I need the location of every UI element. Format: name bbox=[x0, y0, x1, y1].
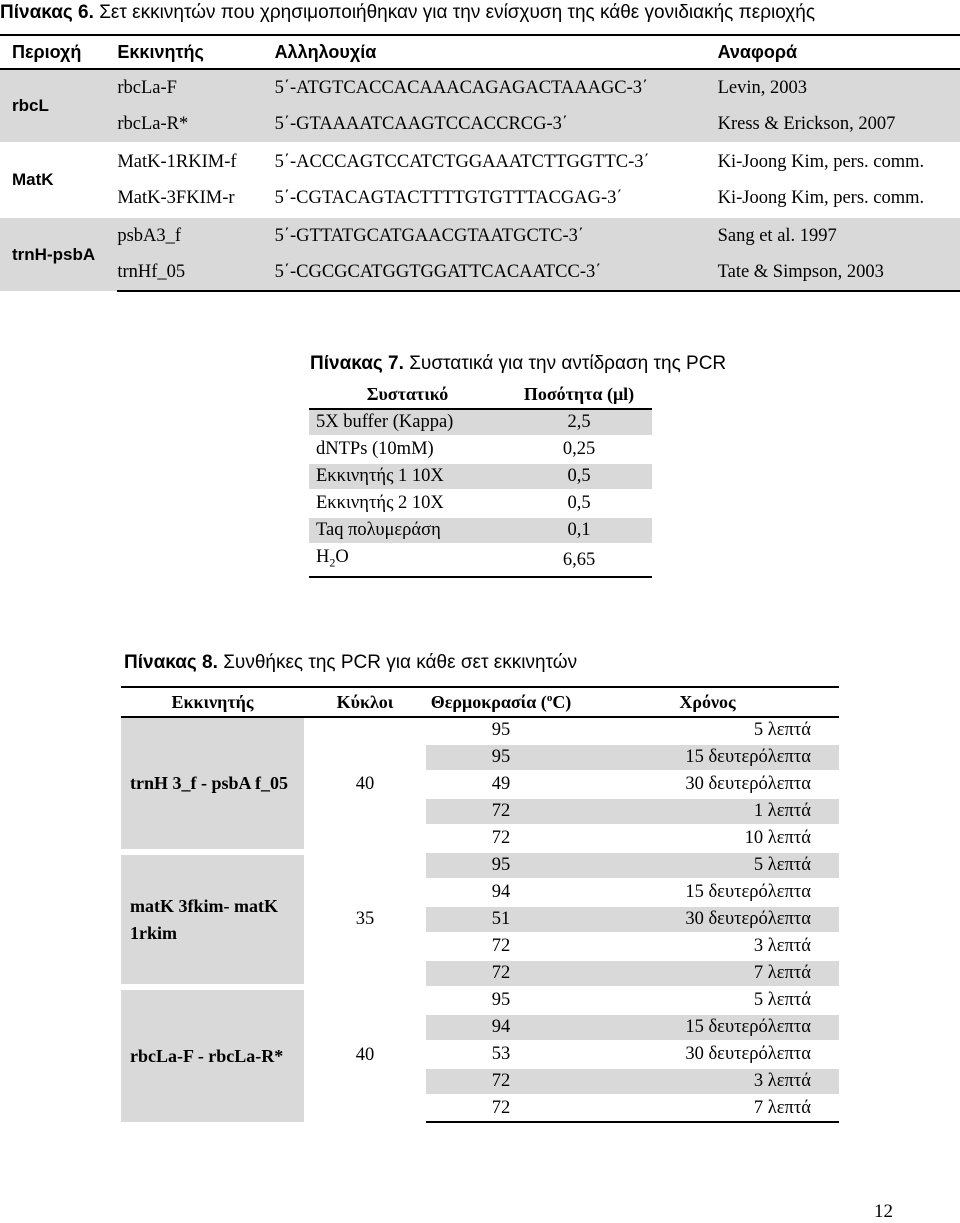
table6-caption bbox=[0, 0, 960, 26]
temperature-cell: 72 bbox=[426, 960, 576, 987]
header-component: Συστατικό bbox=[309, 380, 506, 409]
region-cell: MatK bbox=[0, 143, 117, 217]
reference-cell: Tate & Simpson, 2003 bbox=[718, 254, 960, 291]
primer-cell: rbcLa-F bbox=[117, 69, 274, 106]
primer-pair-cell: trnH 3_f - psbA f_05 bbox=[121, 717, 304, 852]
primer-pair-cell: rbcLa-F - rbcLa-R* bbox=[121, 987, 304, 1122]
pcr-components-table bbox=[309, 380, 652, 578]
primer-cell: rbcLa-R* bbox=[117, 106, 274, 143]
time-cell: 15 δευτερόλεπτα bbox=[576, 1014, 839, 1041]
time-cell: 30 δευτερόλεπτα bbox=[576, 771, 839, 798]
temperature-cell: 51 bbox=[426, 906, 576, 933]
region-cell: rbcL bbox=[0, 69, 117, 143]
component-name: 5X buffer (Kappa) bbox=[309, 409, 506, 436]
component-quantity: 2,5 bbox=[506, 409, 652, 436]
table8-caption bbox=[124, 650, 577, 676]
time-cell: 30 δευτερόλεπτα bbox=[576, 906, 839, 933]
time-cell: 1 λεπτά bbox=[576, 798, 839, 825]
header-quantity: Ποσότητα (μl) bbox=[506, 380, 652, 409]
table-row bbox=[121, 987, 839, 1014]
cycles-cell: 40 bbox=[304, 717, 426, 852]
time-cell: 15 δευτερόλεπτα bbox=[576, 879, 839, 906]
time-cell: 5 λεπτά bbox=[576, 717, 839, 744]
component-quantity: 0,5 bbox=[506, 463, 652, 490]
component-quantity: 6,65 bbox=[506, 544, 652, 577]
component-quantity: 0,25 bbox=[506, 436, 652, 463]
temperature-cell: 95 bbox=[426, 987, 576, 1014]
table-row bbox=[309, 463, 652, 490]
header-temperature-unit: C) bbox=[552, 691, 572, 712]
table-row bbox=[309, 436, 652, 463]
header-primer-pair: Εκκινητής bbox=[121, 687, 304, 717]
header-time: Χρόνος bbox=[576, 687, 839, 717]
time-cell: 10 λεπτά bbox=[576, 825, 839, 852]
time-cell: 3 λεπτά bbox=[576, 1068, 839, 1095]
time-cell: 7 λεπτά bbox=[576, 1095, 839, 1122]
cycles-cell: 40 bbox=[304, 987, 426, 1122]
reference-cell: Levin, 2003 bbox=[718, 69, 960, 106]
sequence-cell: 5΄-ATGTCACCACAAACAGAGACTAAAGC-3΄ bbox=[275, 69, 718, 106]
table7-caption bbox=[310, 351, 726, 377]
primer-table-header bbox=[0, 35, 960, 69]
temperature-cell: 94 bbox=[426, 879, 576, 906]
header-region: Περιοχή bbox=[0, 35, 117, 69]
component-name: Εκκινητής 1 10Χ bbox=[309, 463, 506, 490]
water-formula-main: H bbox=[316, 547, 330, 567]
temperature-cell: 72 bbox=[426, 1095, 576, 1122]
temperature-cell: 95 bbox=[426, 852, 576, 879]
temperature-cell: 72 bbox=[426, 1068, 576, 1095]
table-row bbox=[121, 852, 839, 879]
water-formula-sub: 2 bbox=[329, 555, 336, 570]
table-row bbox=[121, 717, 839, 744]
sequence-cell: 5΄-CGTACAGTACTTTTGTGTTTACGAG-3΄ bbox=[274, 187, 623, 208]
table-row bbox=[309, 517, 652, 544]
temperature-cell: 95 bbox=[426, 744, 576, 771]
water-formula-tail: O bbox=[335, 547, 349, 567]
temperature-cell: 94 bbox=[426, 1014, 576, 1041]
table6-caption-text: Σετ εκκινητών που χρησιμοποιήθηκαν για την ενίσχυση της κάθε γονιδιακής περιοχής bbox=[99, 2, 815, 23]
table6-caption-label: Πίνακας 6. bbox=[0, 2, 94, 23]
reference-cell: Sang et al. 1997 bbox=[718, 217, 960, 254]
primer-table bbox=[0, 34, 960, 292]
time-cell: 3 λεπτά bbox=[576, 933, 839, 960]
region-cell: trnH-psbA bbox=[0, 217, 117, 291]
temperature-cell: 72 bbox=[426, 825, 576, 852]
sequence-cell: 5΄-GTAAAATCAAGTCCACCRCG-3΄ bbox=[275, 106, 718, 143]
component-name: Εκκινητής 2 10Χ bbox=[309, 490, 506, 517]
time-cell: 5 λεπτά bbox=[576, 987, 839, 1014]
sequence-cell: 5΄-CGCGCATGGTGGATTCACAATCC-3΄ bbox=[275, 254, 718, 291]
header-temperature-text: Θερμοκρασία ( bbox=[430, 691, 547, 712]
time-cell: 5 λεπτά bbox=[576, 852, 839, 879]
reference-cell: Kress & Erickson, 2007 bbox=[718, 106, 960, 143]
primer-cell: MatK-1RKIM-f bbox=[117, 143, 274, 180]
table-row bbox=[0, 143, 960, 180]
degree-superscript: o bbox=[546, 691, 553, 704]
header-sequence: Αλληλουχία bbox=[275, 35, 718, 69]
reference-cell: Ki-Joong Kim, pers. comm. bbox=[718, 143, 960, 180]
primer-pair-cell: matK 3fkim- matK 1rkim bbox=[121, 852, 304, 987]
table8-caption-label: Πίνακας 8. bbox=[124, 652, 218, 673]
time-cell: 7 λεπτά bbox=[576, 960, 839, 987]
temperature-cell: 95 bbox=[426, 717, 576, 744]
table8-caption-text: Συνθήκες της PCR για κάθε σετ εκκινητών bbox=[223, 652, 578, 673]
primer-cell: trnHf_05 bbox=[117, 254, 274, 291]
sequence-cell: 5΄-ACCCAGTCCATCTGGAAATCTTGGTTC-3΄ bbox=[275, 143, 718, 180]
conditions-header bbox=[121, 687, 839, 717]
table-row bbox=[309, 490, 652, 517]
header-cycles: Κύκλοι bbox=[304, 687, 426, 717]
header-primer: Εκκινητής bbox=[117, 35, 274, 69]
temperature-cell: 49 bbox=[426, 771, 576, 798]
reference-cell: Ki-Joong Kim, pers. comm. bbox=[717, 187, 925, 208]
component-name: dNTPs (10mM) bbox=[309, 436, 506, 463]
time-cell: 15 δευτερόλεπτα bbox=[576, 744, 839, 771]
table-row bbox=[0, 180, 960, 217]
table7-caption-label: Πίνακας 7. bbox=[310, 353, 404, 374]
table-row bbox=[0, 106, 960, 143]
pcr-conditions-table bbox=[121, 686, 839, 1123]
temperature-cell: 72 bbox=[426, 933, 576, 960]
component-name: Taq πολυμεράση bbox=[309, 517, 506, 544]
header-temperature bbox=[426, 687, 576, 717]
temperature-cell: 53 bbox=[426, 1041, 576, 1068]
table-row bbox=[0, 254, 960, 291]
table-row bbox=[0, 217, 960, 254]
table7-caption-text: Συστατικά για την αντίδραση της PCR bbox=[409, 353, 727, 374]
temperature-cell: 72 bbox=[426, 798, 576, 825]
header-reference: Αναφορά bbox=[718, 35, 960, 69]
primer-cell: MatK-3FKIM-r bbox=[117, 187, 235, 208]
component-quantity: 0,1 bbox=[506, 517, 652, 544]
cycles-cell: 35 bbox=[304, 852, 426, 987]
components-header bbox=[309, 380, 652, 409]
sequence-cell: 5΄-GTTATGCATGAACGTAATGCTC-3΄ bbox=[275, 217, 718, 254]
time-cell: 30 δευτερόλεπτα bbox=[576, 1041, 839, 1068]
component-name bbox=[309, 544, 506, 577]
table-row bbox=[0, 69, 960, 106]
table-row bbox=[309, 409, 652, 436]
primer-cell: psbA3_f bbox=[117, 217, 274, 254]
page-number: 12 bbox=[874, 1201, 893, 1222]
table-row bbox=[309, 544, 652, 577]
component-quantity: 0,5 bbox=[506, 490, 652, 517]
